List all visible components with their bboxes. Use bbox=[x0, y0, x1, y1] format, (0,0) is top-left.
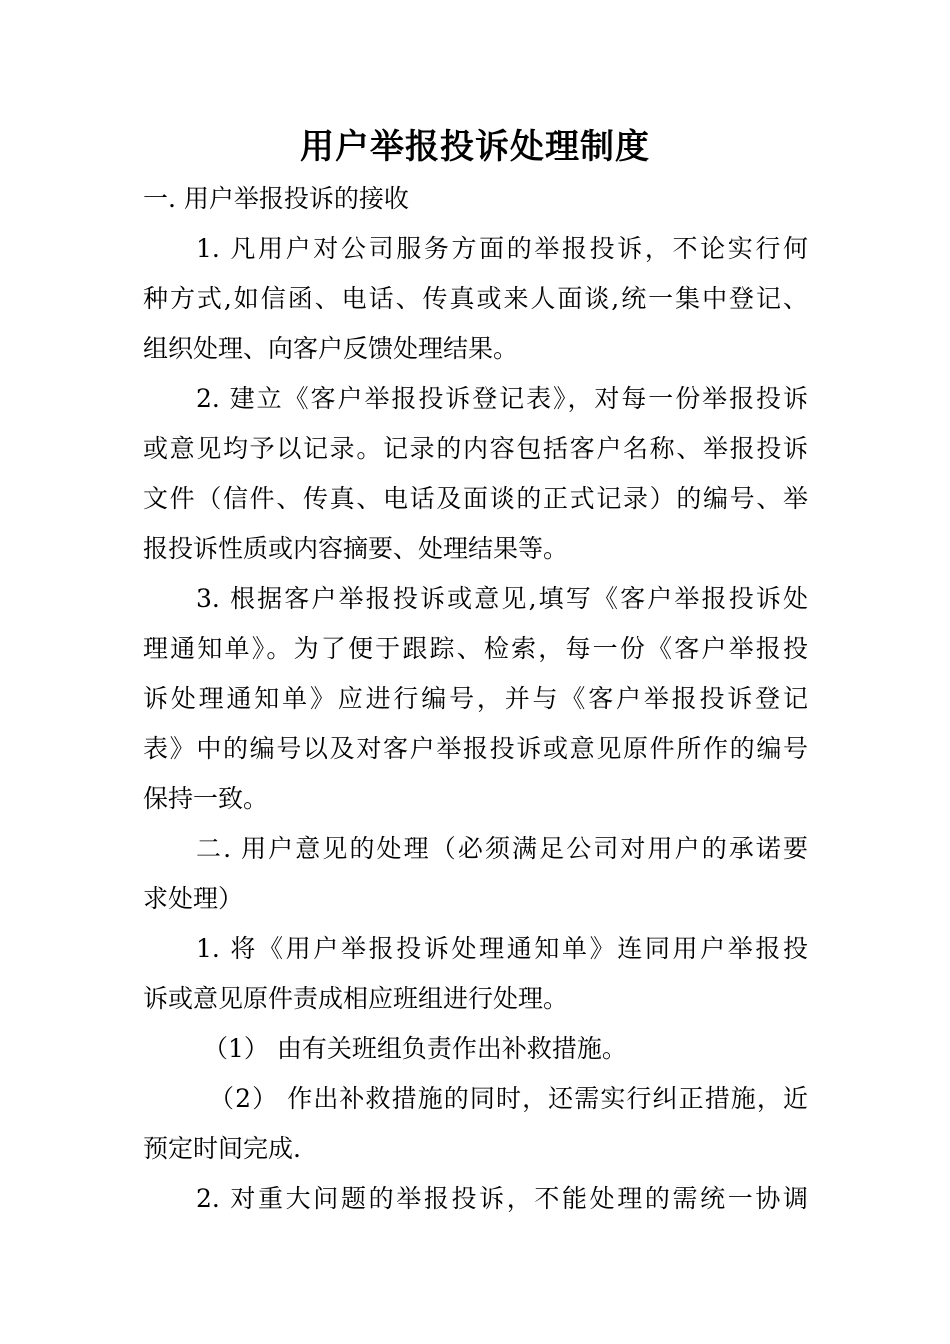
paragraph-line: 求处理） bbox=[143, 884, 244, 913]
paragraph-line: 文件（信件、传真、电话及面谈的正式记录）的编号、举 bbox=[143, 484, 808, 513]
paragraph-line: 1. 凡用户对公司服务方面的举报投诉，不论实行何 bbox=[196, 234, 808, 263]
paragraph-line: 诉或意见原件责成相应班组进行处理。 bbox=[143, 984, 569, 1013]
paragraph-line: 组织处理、向客户反馈处理结果。 bbox=[143, 334, 519, 363]
paragraph-line: 预定时间完成. bbox=[143, 1134, 301, 1163]
section-heading-2: 二. 用户意见的处理（必须满足公司对用户的承诺要 bbox=[196, 834, 808, 863]
list-item: （2） 作出补救措施的同时，还需实行纠正措施，近 bbox=[209, 1084, 808, 1113]
paragraph-line: 1. 将《用户举报投诉处理通知单》连同用户举报投 bbox=[196, 934, 808, 963]
section-heading-1: 一. 用户举报投诉的接收 bbox=[143, 184, 409, 213]
paragraph-line: 或意见均予以记录。记录的内容包括客户名称、举报投诉 bbox=[143, 434, 808, 463]
document-title: 用户举报投诉处理制度 bbox=[300, 127, 650, 167]
paragraph-line: 种方式,如信函、电话、传真或来人面谈,统一集中登记、 bbox=[143, 284, 808, 313]
paragraph-line: 表》中的编号以及对客户举报投诉或意见原件所作的编号 bbox=[143, 734, 808, 763]
paragraph-line: 2. 对重大问题的举报投诉，不能处理的需统一协调 bbox=[196, 1184, 808, 1213]
paragraph-line: 3. 根据客户举报投诉或意见,填写《客户举报投诉处 bbox=[196, 584, 808, 613]
paragraph-line: 2. 建立《客户举报投诉登记表》，对每一份举报投诉 bbox=[196, 384, 808, 413]
paragraph-line: 报投诉性质或内容摘要、处理结果等。 bbox=[143, 534, 569, 563]
list-item: （1） 由有关班组负责作出补救措施。 bbox=[203, 1034, 627, 1063]
paragraph-line: 保持一致。 bbox=[143, 784, 269, 813]
paragraph-line: 理通知单》。为了便于跟踪、检索，每一份《客户举报投 bbox=[143, 634, 808, 663]
paragraph-line: 诉处理通知单》应进行编号，并与《客户举报投诉登记 bbox=[143, 684, 808, 713]
